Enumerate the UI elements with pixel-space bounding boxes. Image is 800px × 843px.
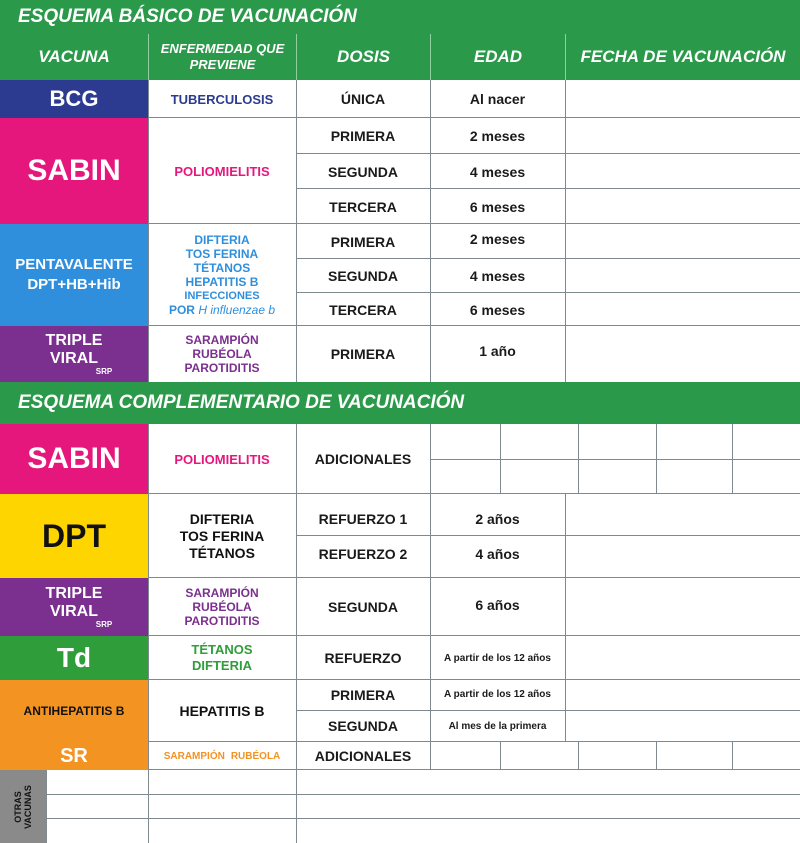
bcg-disease: TUBERCULOSIS <box>170 91 274 107</box>
triple-viral-vaccine <box>0 326 148 382</box>
comp-triple-name-1: TRIPLE <box>45 585 103 602</box>
basic-scheme-title: ESQUEMA BÁSICO DE VACUNACIÓN <box>0 0 800 34</box>
grid-h <box>46 794 800 795</box>
sabin-vaccine: SABIN <box>0 118 148 224</box>
penta-dose-2: SEGUNDA <box>327 268 398 284</box>
bcg-age: Al nacer <box>469 91 526 107</box>
grid-v <box>430 424 431 770</box>
header-enfermedad-line1: ENFERMEDAD QUE <box>160 41 285 56</box>
grid-h <box>148 493 800 494</box>
comp-triple-disease-1: SARAMPIÓN <box>185 586 259 600</box>
penta-disease-3: TÉTANOS <box>193 261 251 275</box>
grid-v <box>46 770 47 843</box>
dpt-disease-1: DIFTERIA <box>189 510 255 527</box>
penta-name-1: PENTAVALENTE <box>15 256 133 273</box>
penta-disease-2: TOS FERINA <box>185 247 259 261</box>
grid-v <box>565 494 566 742</box>
otras-vacunas-text <box>13 785 33 829</box>
grid-v <box>148 80 149 382</box>
comp-triple-viral-age: 6 años <box>475 597 520 613</box>
sabin-dose-2: SEGUNDA <box>327 163 398 180</box>
triple-viral-age: 1 año <box>479 343 516 359</box>
grid-v <box>148 424 149 843</box>
otras-line-2: VACUNAS <box>23 784 33 829</box>
triple-viral-dose: PRIMERA <box>330 346 396 362</box>
grid-h <box>296 292 800 293</box>
otras-line-1: OTRAS <box>13 790 23 823</box>
header-enfermedad <box>148 34 296 80</box>
grid-h <box>430 459 800 460</box>
sr-disease-1: SARAMPIÓN <box>163 750 225 762</box>
comp-triple-viral-dose: SEGUNDA <box>327 599 398 615</box>
grid-h <box>148 577 800 578</box>
dpt-disease <box>148 494 296 578</box>
triple-sub: SRP <box>95 367 113 376</box>
grid-h <box>296 258 800 259</box>
triple-name-2: VIRAL <box>50 350 98 367</box>
complementary-scheme-title: ESQUEMA COMPLEMENTARIO DE VACUNACIÓN <box>0 382 800 424</box>
td-disease-2: DIFTERIA <box>192 658 252 673</box>
header-enfermedad-line2: PREVIENE <box>189 57 256 72</box>
sabin-disease: POLIOMIELITIS <box>174 163 270 179</box>
penta-name-2: DPT+HB+Hib <box>27 276 121 293</box>
comp-triple-disease-3: PAROTIDITIS <box>184 614 260 628</box>
comp-triple-disease-2: RUBÉOLA <box>192 600 252 614</box>
bcg-vaccine: BCG <box>0 80 148 118</box>
header-vacuna: VACUNA <box>38 47 110 66</box>
header-edad: EDAD <box>430 34 565 80</box>
grid-h <box>296 188 800 189</box>
dpt-age-2: 4 años <box>475 546 520 562</box>
dpt-dose-2: REFUERZO 2 <box>318 546 408 562</box>
penta-dose-3: TERCERA <box>329 301 397 318</box>
grid-v <box>430 80 431 382</box>
grid-h <box>148 679 800 680</box>
otras-vacunas-label <box>0 770 46 843</box>
grid-h <box>296 153 800 154</box>
triple-disease-2: RUBÉOLA <box>192 347 252 361</box>
td-disease-1: TÉTANOS <box>191 642 253 657</box>
grid-h <box>148 325 800 326</box>
antihep-dose-1: PRIMERA <box>330 687 396 703</box>
grid-v <box>565 80 566 382</box>
sabin-dose-3: TERCERA <box>329 198 397 215</box>
header-fecha: FECHA DE VACUNACIÓN <box>565 34 800 80</box>
sabin-age-2: 4 meses <box>469 163 526 180</box>
antihep-disease: HEPATITIS B <box>179 703 265 719</box>
dpt-disease-2: TOS FERINA <box>179 527 265 544</box>
penta-disease-hib: H influenzae b <box>198 303 276 317</box>
grid-h <box>148 117 800 118</box>
penta-vaccine <box>0 224 148 326</box>
penta-dose-1: PRIMERA <box>330 233 396 250</box>
comp-triple-viral-vaccine <box>0 578 148 636</box>
grid-h <box>148 223 800 224</box>
grid-v <box>578 742 579 770</box>
triple-name-1: TRIPLE <box>45 332 103 349</box>
grid-h <box>148 741 800 742</box>
sr-disease-2: RUBÉOLA <box>230 750 281 762</box>
comp-triple-viral-disease <box>148 578 296 636</box>
antihep-dose-2: SEGUNDA <box>327 718 398 734</box>
antihep-vaccine: ANTIHEPATITIS B <box>0 680 148 742</box>
comp-sabin-dose: ADICIONALES <box>314 451 412 467</box>
sabin-age-1: 2 meses <box>469 128 526 144</box>
dpt-vaccine: DPT <box>0 494 148 578</box>
grid-v <box>296 424 297 843</box>
sr-disease <box>148 742 296 770</box>
penta-age-2: 4 meses <box>469 268 526 284</box>
header-dosis: DOSIS <box>296 34 430 80</box>
sr-dose: ADICIONALES <box>314 748 412 764</box>
triple-disease-3: PAROTIDITIS <box>184 361 260 375</box>
grid-h <box>296 535 800 536</box>
dpt-age-1: 2 años <box>475 511 520 527</box>
dpt-disease-3: TÉTANOS <box>189 544 255 561</box>
grid-h <box>148 769 800 770</box>
grid-v <box>732 742 733 770</box>
grid-h <box>148 635 800 636</box>
comp-triple-sub: SRP <box>95 620 113 629</box>
sabin-age-3: 6 meses <box>469 198 526 215</box>
penta-disease-4: HEPATITIS B <box>185 275 259 289</box>
sabin-dose-1: PRIMERA <box>330 128 396 144</box>
td-vaccine: Td <box>0 636 148 680</box>
comp-triple-name-2: VIRAL <box>50 603 98 620</box>
bcg-dose: ÚNICA <box>340 91 386 107</box>
comp-sabin-disease: POLIOMIELITIS <box>174 451 270 467</box>
td-disease <box>148 636 296 680</box>
grid-v <box>500 742 501 770</box>
penta-age-3: 6 meses <box>469 301 526 318</box>
dpt-dose-1: REFUERZO 1 <box>318 511 408 527</box>
triple-viral-disease <box>148 326 296 382</box>
triple-disease-1: SARAMPIÓN <box>185 333 259 347</box>
comp-sabin-vaccine: SABIN <box>0 424 148 494</box>
table-header <box>0 34 800 80</box>
grid-h <box>296 710 800 711</box>
td-age: A partir de los 12 años <box>444 652 551 664</box>
grid-v <box>296 80 297 382</box>
penta-disease-6 <box>169 303 275 317</box>
penta-disease-5: INFECCIONES <box>184 290 260 302</box>
antihep-age-1: A partir de los 12 años <box>444 688 551 700</box>
sr-vaccine: SR <box>0 742 148 770</box>
penta-disease-1: DIFTERIA <box>194 233 250 247</box>
penta-disease <box>148 224 296 326</box>
penta-disease-por: POR <box>168 303 195 317</box>
td-dose: REFUERZO <box>324 650 402 666</box>
grid-h <box>46 818 800 819</box>
grid-v <box>656 742 657 770</box>
penta-age-1: 2 meses <box>469 231 526 247</box>
antihep-age-2: Al mes de la primera <box>448 720 547 732</box>
